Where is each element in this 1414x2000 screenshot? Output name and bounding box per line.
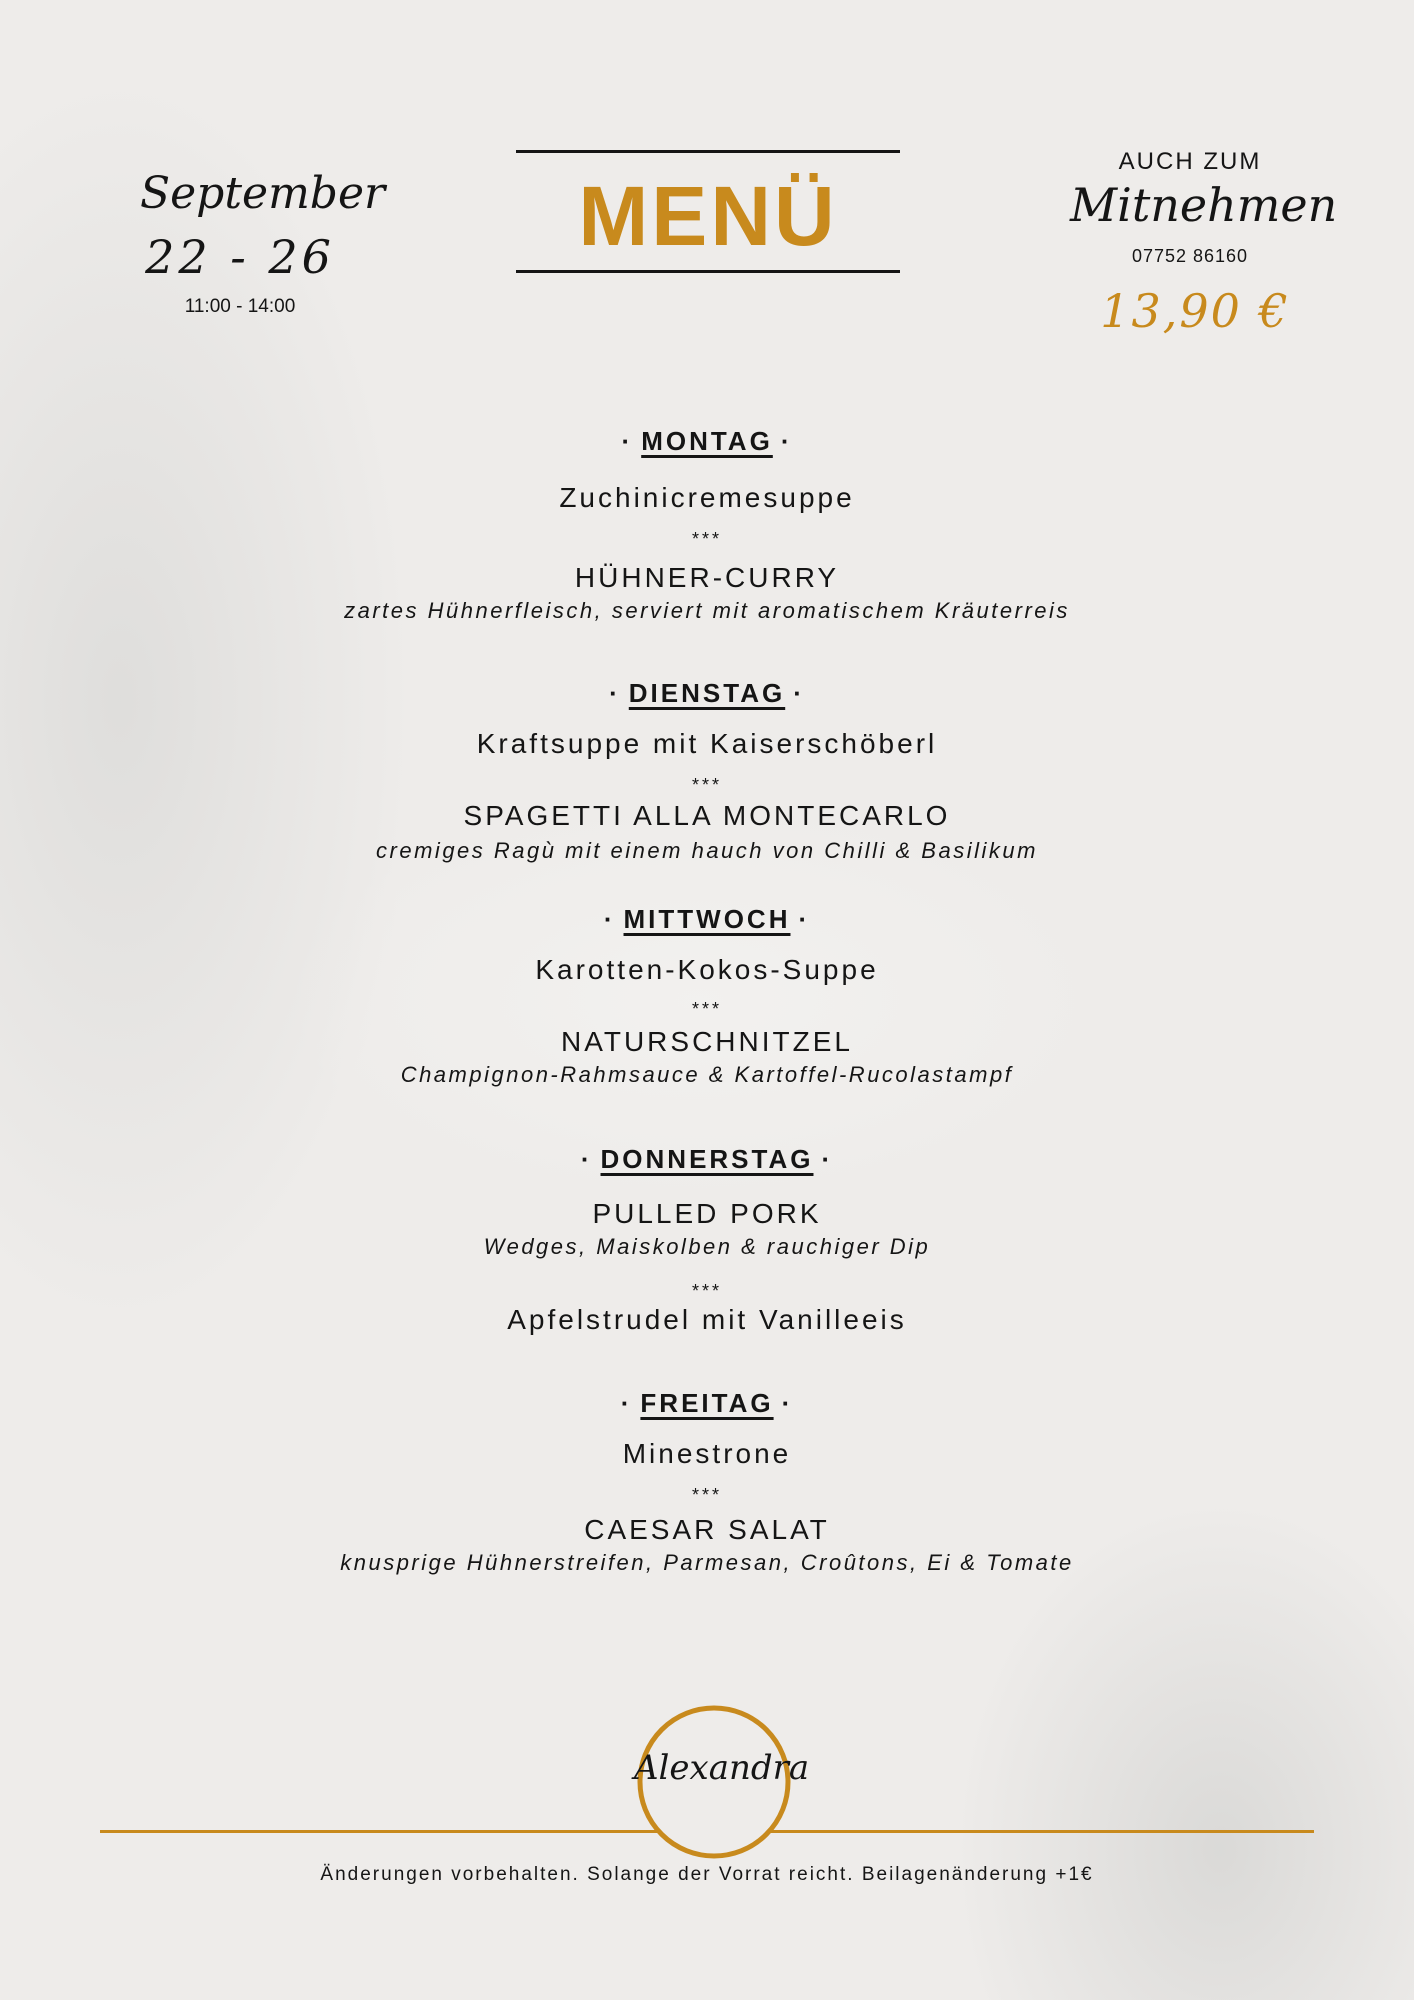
dish-description: cremiges Ragù mit einem hauch von Chilli & Basilikum: [376, 838, 1038, 863]
dish-description: zartes Hühnerfleisch, serviert mit aromatischem Kräuterreis: [344, 598, 1070, 623]
dish-separator: ***: [691, 529, 722, 549]
dish-main: SPAGETTI ALLA MONTECARLO: [463, 800, 951, 831]
dish-main: PULLED PORK: [592, 1198, 822, 1229]
dish-main: HÜHNER-CURRY: [574, 562, 840, 593]
day-heading-friday: [0, 1386, 1414, 1420]
bullet: ·: [780, 426, 793, 456]
menu-price: 13,90 €: [1100, 284, 1290, 338]
dish-separator: ***: [691, 1485, 722, 1505]
day-name: MONTAG: [641, 426, 773, 456]
bullet: ·: [603, 904, 616, 934]
bullet: ·: [798, 904, 811, 934]
footer-note: Änderungen vorbehalten. Solange der Vorrat reicht. Beilagenänderung +1€: [320, 1864, 1094, 1885]
day-heading-tuesday: [0, 676, 1414, 710]
bullet: ·: [781, 1388, 794, 1418]
dish-soup: Minestrone: [622, 1438, 792, 1469]
dish-description: Champignon-Rahmsauce & Kartoffel-Rucolastampf: [400, 1062, 1014, 1087]
dish-soup: Karotten-Kokos-Suppe: [535, 954, 879, 985]
date-range: 22 - 26: [145, 230, 335, 284]
day-name: DONNERSTAG: [600, 1144, 814, 1174]
dish-separator: ***: [691, 775, 722, 795]
bullet: ·: [609, 678, 621, 708]
dish-description: Wedges, Maiskolben & rauchiger Dip: [483, 1234, 931, 1259]
dish-main: CAESAR SALAT: [584, 1514, 830, 1545]
logo-signature: Alexandra: [634, 1748, 810, 1788]
day-heading-monday: [0, 424, 1414, 458]
day-name: DIENSTAG: [628, 678, 786, 708]
dish-description: knusprige Hühnerstreifen, Parmesan, Croûtons, Ei & Tomate: [340, 1550, 1074, 1575]
dish-main: NATURSCHNITZEL: [561, 1026, 853, 1057]
day-heading-wednesday: [0, 902, 1414, 936]
bullet: ·: [621, 426, 634, 456]
dish-separator: ***: [691, 999, 722, 1019]
dish-soup: Zuchinicremesuppe: [559, 482, 855, 513]
dish-separator: ***: [691, 1281, 722, 1301]
bullet: ·: [793, 678, 805, 708]
day-name: FREITAG: [640, 1388, 774, 1418]
dish-soup: Kraftsuppe mit Kaiserschöberl: [476, 728, 938, 759]
takeaway-label: Mitnehmen: [1070, 178, 1338, 232]
month-label: September: [140, 168, 386, 219]
bullet: ·: [580, 1144, 593, 1174]
title-rule-top: [516, 150, 900, 153]
day-name: MITTWOCH: [623, 904, 791, 934]
bullet: ·: [620, 1388, 633, 1418]
takeaway-prefix: AUCH ZUM: [1118, 148, 1262, 175]
title-rule-bottom: [516, 270, 900, 273]
bullet: ·: [821, 1144, 834, 1174]
menu-title: MENÜ: [578, 169, 838, 263]
day-heading-thursday: [0, 1142, 1414, 1176]
phone-number: 07752 86160: [1131, 246, 1249, 266]
dish-dessert: Apfelstrudel mit Vanilleeis: [507, 1304, 907, 1335]
opening-hours: 11:00 - 14:00: [184, 296, 296, 317]
